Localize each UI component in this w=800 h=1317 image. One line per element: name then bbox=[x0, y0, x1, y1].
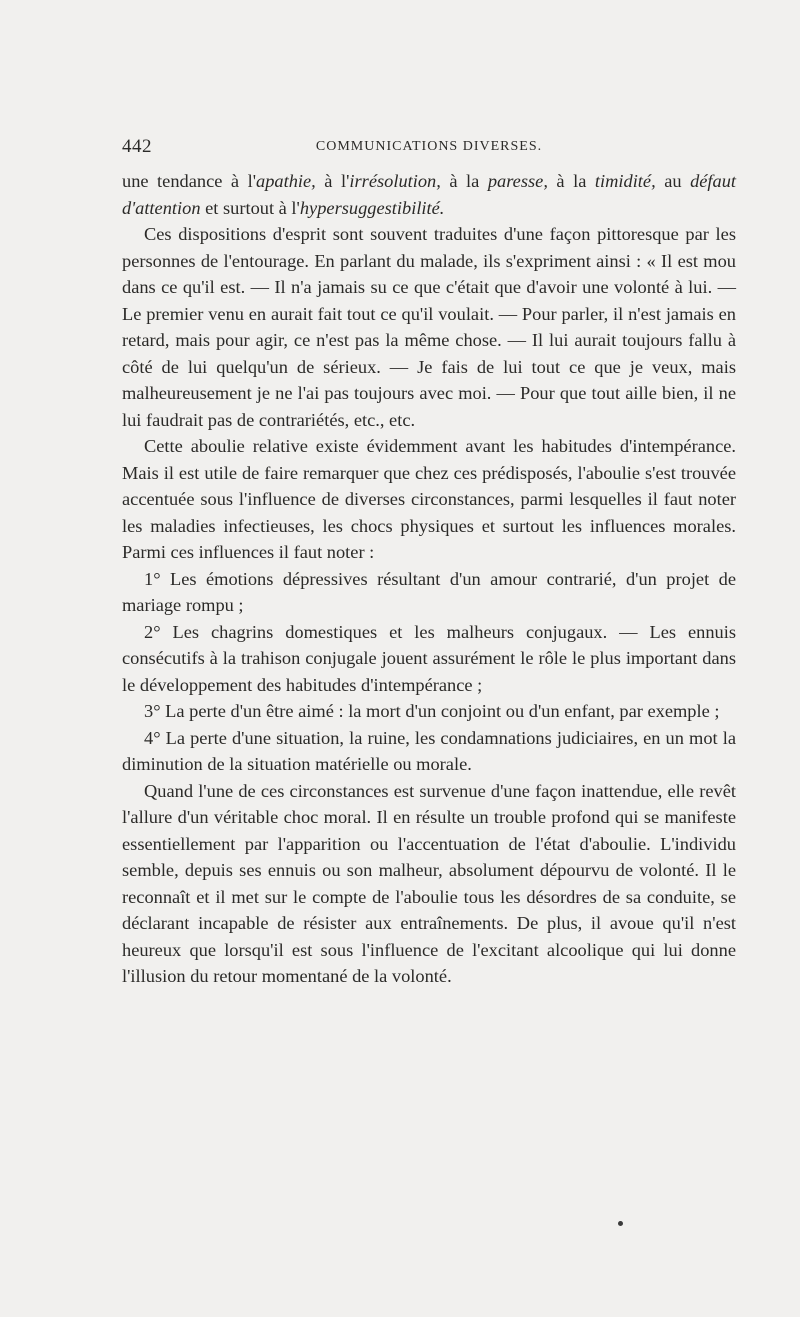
text-run: et surtout à l' bbox=[200, 197, 300, 218]
page-number: 442 bbox=[122, 136, 152, 157]
italic-text: hypersuggestibilité. bbox=[299, 197, 445, 218]
paragraph bbox=[122, 619, 736, 699]
text-run: 1° Les émotions dépressives résultant d'un amour contrarié, d'un projet de mariage rompu ; bbox=[122, 568, 736, 615]
text-run: Quand l'une de ces circonstances est survenue d'une façon inattendue, elle revêt l'allure d'un véritable choc moral. Il en résulte un trouble profond qui se manifeste essentiellement par l'apparition ou l'accentuation de l'état d'aboulie. L'individu semble, depuis ses ennuis ou son malheur, absolument dépourvu de volonté. Il le reconnaît et il met sur le compte de l'aboulie tous les désordres de sa conduite, se déclarant incapable de résister aux entraînements. De plus, il avoue qu'il n'est heureux que lorsqu'il est sous l'influence de l'excitant alcoolique qui lui donne l'illusion du retour momentané de la volonté. bbox=[122, 780, 736, 986]
page-header bbox=[122, 136, 736, 160]
text-run: à la bbox=[440, 171, 488, 191]
text-run: 3° La perte d'un être aimé : la mort d'un conjoint ou d'un enfant, par exemple ; bbox=[144, 701, 720, 721]
paragraph bbox=[122, 221, 736, 433]
text-run: 2° Les chagrins domestiques et les malheurs conjugaux. — Les ennuis consécutifs à la trahison conjugale jouent assurément le rôle le plus important dans le développement des habitudes d'intempérance ; bbox=[122, 621, 736, 695]
text-run: au bbox=[655, 171, 691, 191]
text-run: une tendance à l' bbox=[122, 171, 257, 191]
text-run: à l' bbox=[315, 171, 350, 191]
paragraph bbox=[122, 698, 736, 725]
text-run: à la bbox=[547, 171, 595, 191]
printer-mark bbox=[618, 1221, 623, 1226]
text-run: 4° La perte d'une situation, la ruine, les condamnations judiciaires, en un mot la diminution de la situation matérielle ou morale. bbox=[122, 727, 736, 774]
running-head: COMMUNICATIONS DIVERSES. bbox=[315, 139, 543, 154]
paragraph bbox=[122, 566, 736, 619]
italic-text: irrésolution, bbox=[349, 171, 441, 191]
italic-text: timidité, bbox=[594, 171, 656, 191]
text-run: Cette aboulie relative existe évidemment avant les habitudes d'intempérance. Mais il est utile de faire remarquer que chez ces prédisposés, l'aboulie s'est trouvée accentuée sous l'influence de diverses circonstances, parmi lesquelles il faut noter les maladies infectieuses, les chocs physiques et surtout les influences morales. Parmi ces influences il faut noter : bbox=[122, 436, 736, 562]
paragraph bbox=[122, 778, 736, 990]
paragraph bbox=[122, 725, 736, 778]
italic-text: défaut d'attention bbox=[122, 171, 737, 218]
italic-text: paresse, bbox=[487, 171, 548, 191]
body-text bbox=[122, 168, 736, 990]
paragraph bbox=[122, 433, 736, 566]
paragraph bbox=[122, 168, 736, 221]
text-run: Ces dispositions d'esprit sont souvent traduites d'une façon pittoresque par les personnes de l'entourage. En parlant du malade, ils s'expriment ainsi : « Il est mou dans ce qu'il est. — Il n'a jamais su ce que c'était que d'avoir une volonté à lui. — Le premier venu en aurait fait tout ce qu'il voulait. — Pour parler, il n'est jamais en retard, mais pour agir, ce n'est pas la même chose. — Il lui aurait toujours fallu à côté de lui quelqu'un de sérieux. — Je fais de lui tout ce que je veux, mais malheureusement je ne l'ai pas toujours avec moi. — Pour que tout aille bien, il ne lui faudrait pas de contrariétés, etc., etc. bbox=[122, 224, 736, 430]
italic-text: apathie, bbox=[256, 171, 316, 191]
